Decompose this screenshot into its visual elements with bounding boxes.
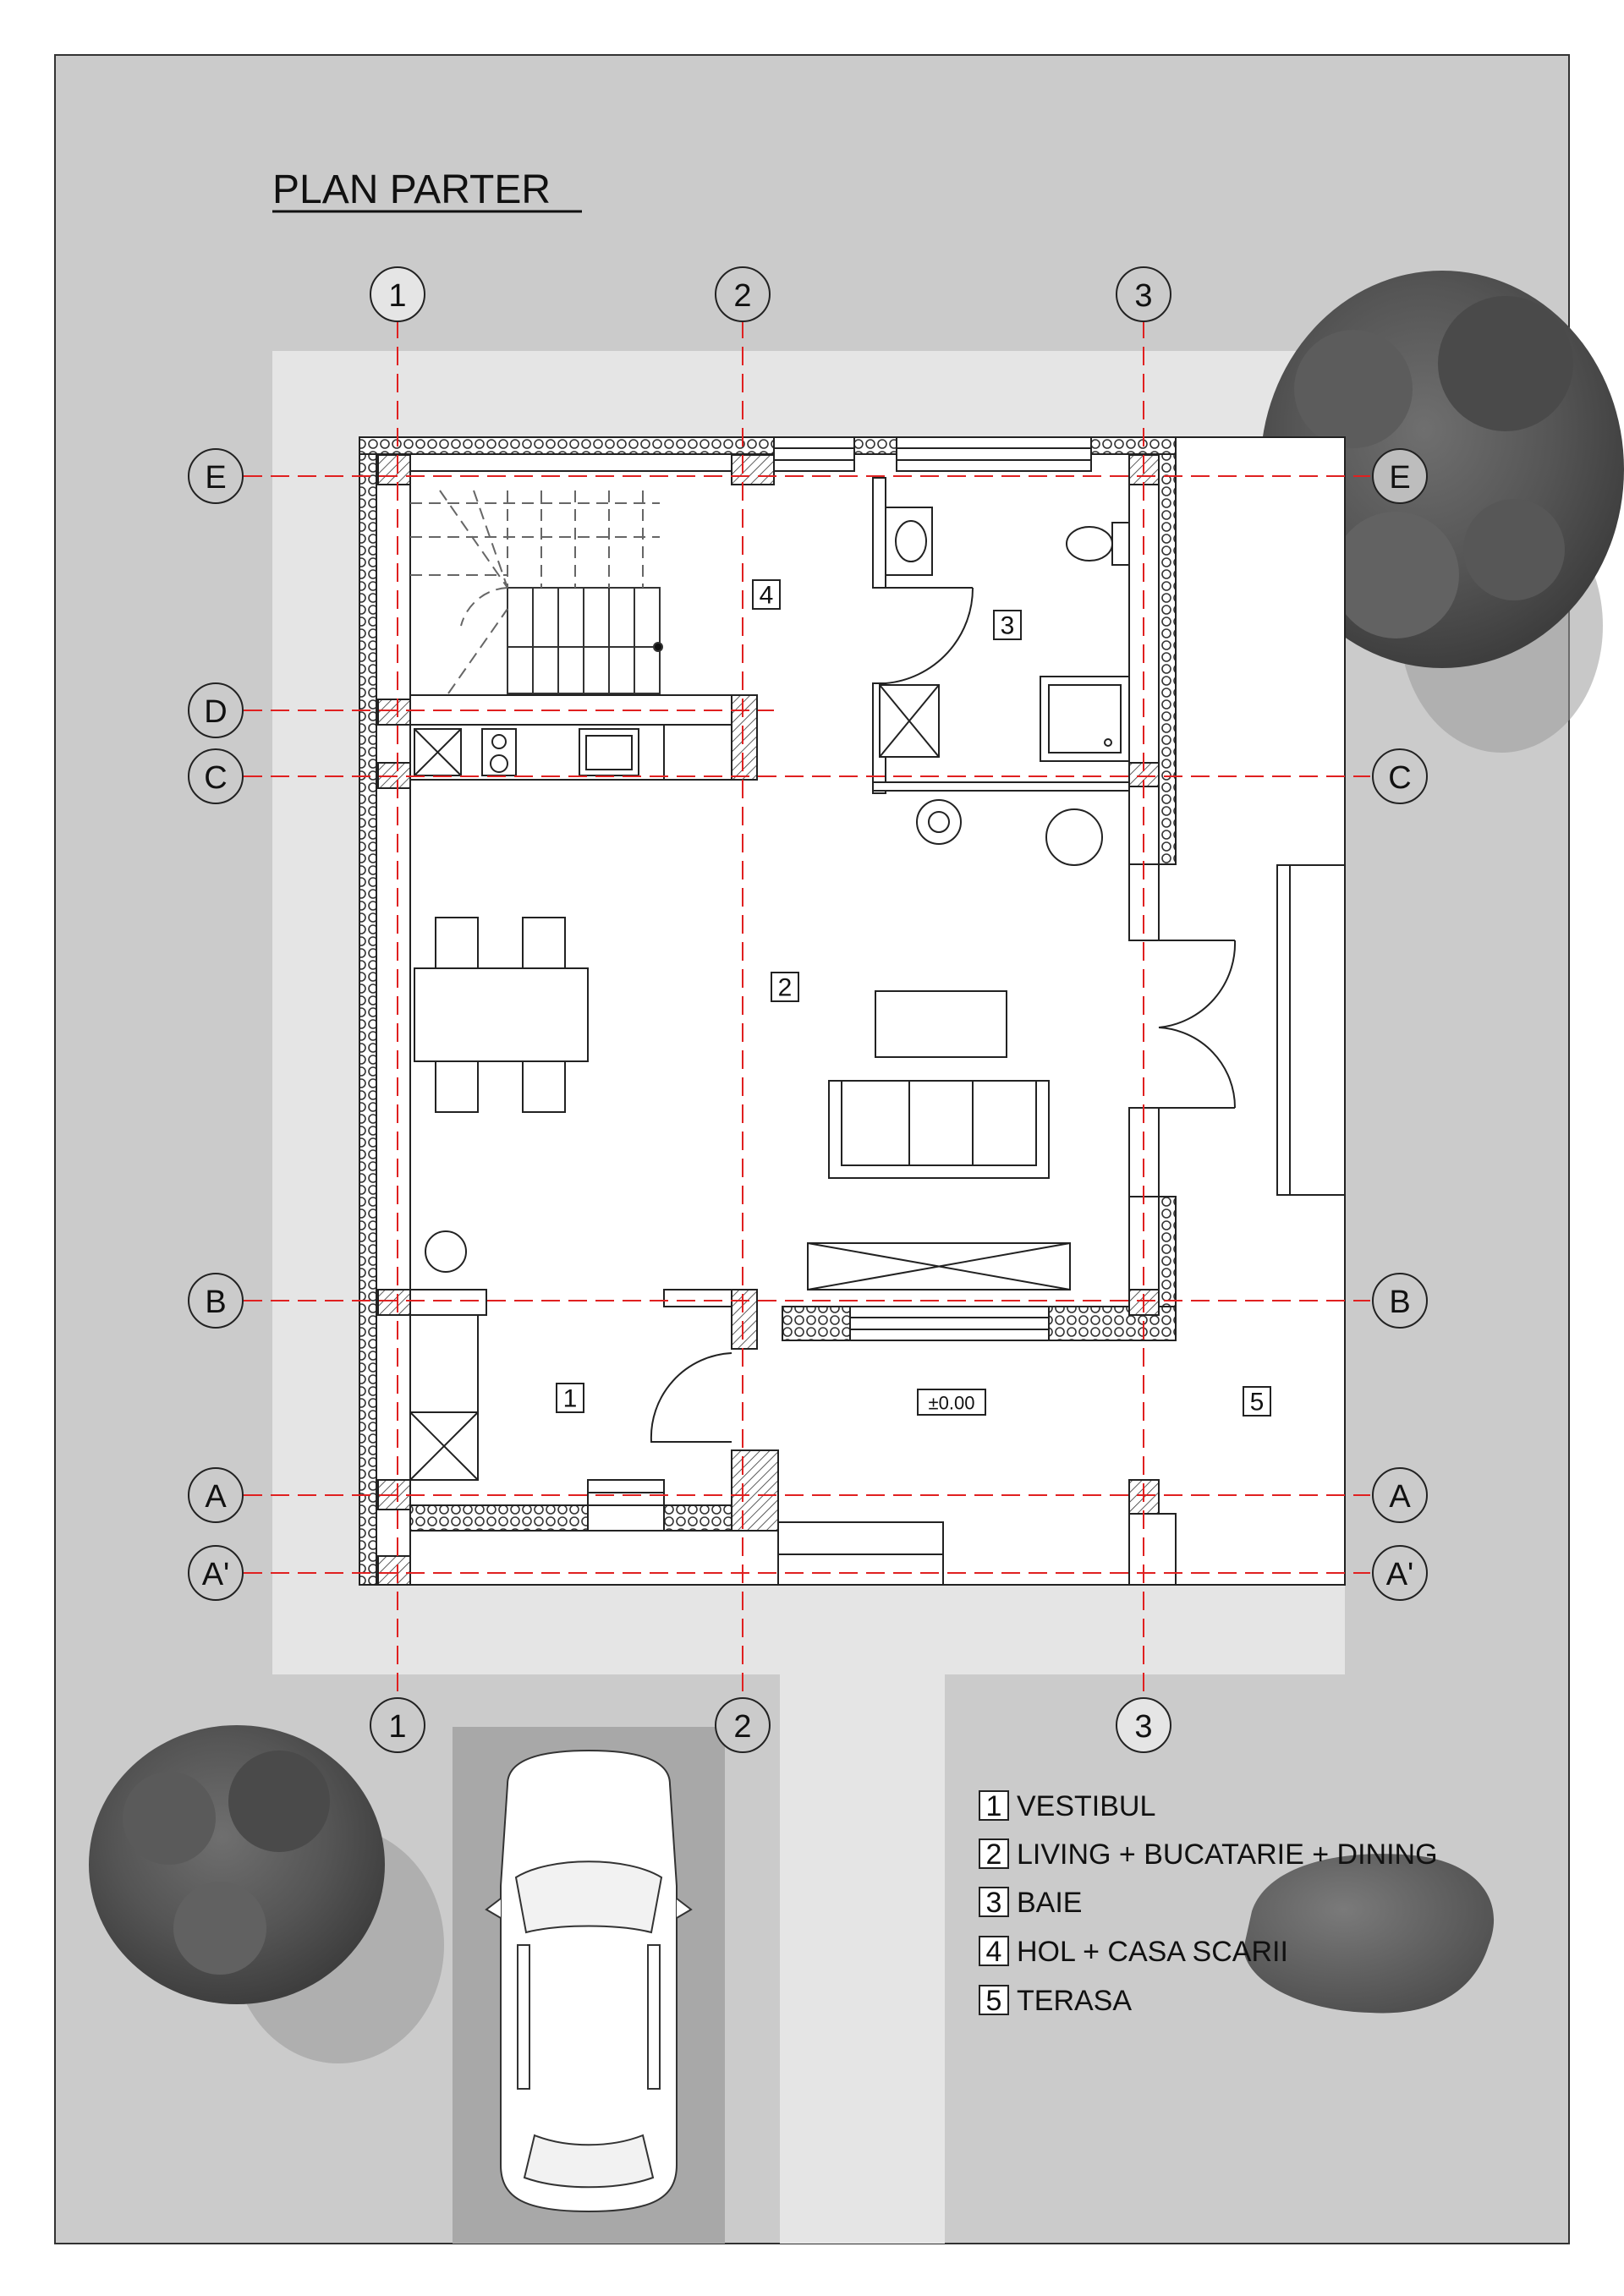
svg-text:A': A' bbox=[1385, 1557, 1414, 1592]
axis-bubble-B-left bbox=[189, 1274, 243, 1328]
svg-text:HOL + CASA SCARII: HOL + CASA SCARII bbox=[1017, 1936, 1288, 1968]
car-top-view bbox=[486, 1751, 691, 2211]
svg-text:A': A' bbox=[201, 1557, 230, 1592]
svg-text:1: 1 bbox=[388, 1709, 407, 1745]
svg-text:2: 2 bbox=[777, 973, 793, 1002]
svg-text:B: B bbox=[205, 1285, 227, 1320]
svg-text:2: 2 bbox=[733, 1709, 752, 1745]
svg-text:1: 1 bbox=[985, 1790, 1002, 1822]
axis-bubble-A-right bbox=[1373, 1468, 1427, 1522]
svg-text:PLAN PARTER: PLAN PARTER bbox=[272, 167, 551, 212]
room-tag-2 bbox=[771, 973, 798, 1002]
svg-text:3: 3 bbox=[1134, 1709, 1153, 1745]
axis-bubble-A-prime-right bbox=[1373, 1546, 1427, 1600]
axis-bubble-C-right bbox=[1373, 749, 1427, 803]
axis-bubble-3-top bbox=[1116, 267, 1171, 321]
axis-bubble-B-right bbox=[1373, 1274, 1427, 1328]
svg-text:3: 3 bbox=[1134, 278, 1153, 314]
room-tag-4 bbox=[753, 580, 780, 610]
svg-text:3: 3 bbox=[1000, 611, 1015, 640]
svg-text:3: 3 bbox=[985, 1887, 1002, 1919]
svg-text:5: 5 bbox=[985, 1985, 1002, 2017]
legend-item-1 bbox=[979, 1790, 1155, 1822]
svg-text:4: 4 bbox=[759, 581, 774, 610]
kitchen-counter bbox=[410, 725, 732, 780]
legend-item-4 bbox=[979, 1936, 1288, 1968]
axis-bubble-A-left bbox=[189, 1468, 243, 1522]
svg-text:5: 5 bbox=[1249, 1388, 1265, 1417]
svg-text:E: E bbox=[1389, 460, 1411, 496]
decorative-rock bbox=[1243, 1854, 1494, 2013]
svg-text:A: A bbox=[205, 1479, 227, 1515]
svg-text:2: 2 bbox=[985, 1838, 1002, 1871]
svg-text:VESTIBUL: VESTIBUL bbox=[1017, 1790, 1156, 1822]
svg-text:A: A bbox=[1389, 1479, 1411, 1515]
svg-text:±0.00: ±0.00 bbox=[928, 1392, 975, 1414]
room-tag-3 bbox=[994, 611, 1021, 640]
svg-text:BAIE: BAIE bbox=[1017, 1887, 1083, 1919]
room-tag-1 bbox=[557, 1384, 584, 1413]
axis-bubble-E-left bbox=[189, 449, 243, 503]
axis-bubble-1-bottom bbox=[370, 1698, 425, 1752]
axis-bubble-1-top bbox=[370, 267, 425, 321]
legend-item-3 bbox=[979, 1887, 1082, 1919]
svg-text:LIVING + BUCATARIE + DINING: LIVING + BUCATARIE + DINING bbox=[1017, 1838, 1438, 1871]
svg-text:C: C bbox=[1388, 760, 1412, 796]
axis-bubble-3-bottom bbox=[1116, 1698, 1171, 1752]
svg-text:2: 2 bbox=[733, 278, 752, 314]
axis-bubble-C-left bbox=[189, 749, 243, 803]
svg-text:D: D bbox=[204, 694, 228, 730]
axis-bubble-A-prime-left bbox=[189, 1546, 243, 1600]
axis-bubble-E-right bbox=[1373, 449, 1427, 503]
entry-steps bbox=[778, 1522, 943, 1585]
legend-item-2 bbox=[979, 1838, 1438, 1871]
sheet-title bbox=[272, 167, 582, 212]
svg-text:C: C bbox=[204, 760, 228, 796]
axis-bubble-2-bottom bbox=[716, 1698, 770, 1752]
svg-text:4: 4 bbox=[985, 1936, 1002, 1968]
legend-item-5 bbox=[979, 1985, 1132, 2017]
svg-text:1: 1 bbox=[562, 1384, 578, 1413]
svg-text:B: B bbox=[1389, 1285, 1411, 1320]
axis-bubble-D-left bbox=[189, 683, 243, 737]
terrace-bench bbox=[1277, 865, 1345, 1195]
svg-text:E: E bbox=[205, 460, 227, 496]
vestibule-wardrobe bbox=[410, 1412, 478, 1480]
axis-bubble-2-top bbox=[716, 267, 770, 321]
svg-text:1: 1 bbox=[388, 278, 407, 314]
room-tag-5 bbox=[1243, 1387, 1270, 1417]
level-mark bbox=[918, 1389, 985, 1415]
svg-text:TERASA: TERASA bbox=[1017, 1985, 1133, 2017]
